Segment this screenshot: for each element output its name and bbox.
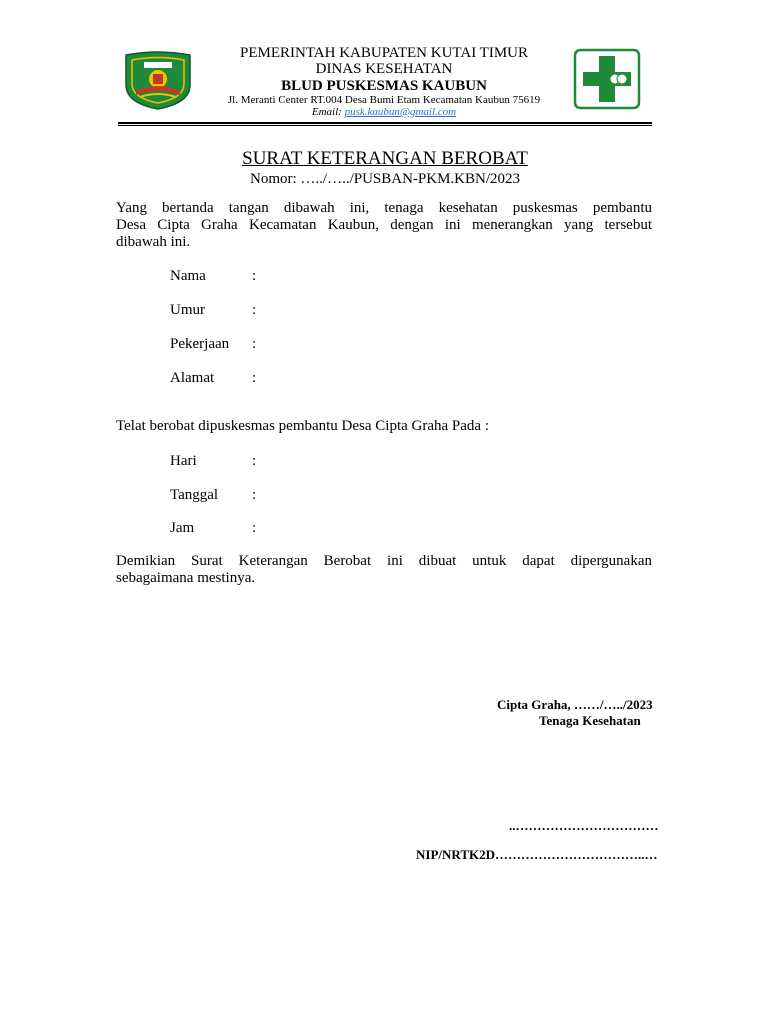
field-colon: :	[252, 268, 257, 284]
field-colon: :	[252, 487, 257, 503]
signature-nip-line: NIP/NRTK2D……………………………..…	[416, 847, 658, 862]
signature-role: Tenaga Kesehatan	[539, 713, 641, 728]
signature-name-line: ..……………………………	[509, 818, 659, 833]
intro-line: Yang bertanda tangan dibawah ini, tenaga kesehatan puskesmas pembantu	[116, 200, 652, 216]
field-colon: :	[252, 370, 257, 386]
header-institution: BLUD PUSKESMAS KAUBUN	[281, 78, 487, 94]
closing-line: sebagaimana mestinya.	[116, 570, 256, 586]
header-department: DINAS KESEHATAN	[315, 61, 453, 77]
email-label: Email:	[311, 106, 345, 118]
puskesmas-cross-logo-icon	[571, 48, 643, 110]
signature-place-date: Cipta Graha, ……/…../2023	[497, 697, 653, 712]
field-colon: :	[252, 453, 257, 469]
document-number: Nomor: …../…../PUSBAN-PKM.KBN/2023	[249, 171, 521, 187]
kabupaten-emblem-icon	[122, 51, 194, 111]
header-divider-thin	[118, 125, 652, 126]
field-label-pekerjaan: Pekerjaan	[170, 336, 230, 352]
intro-paragraph	[116, 200, 652, 251]
field-colon: :	[252, 336, 257, 352]
intro-line: Desa Cipta Graha Kecamatan Kaubun, dengan ini menerangkan yang tersebut	[116, 217, 652, 233]
email-link[interactable]: pusk.kaubun@gmail.com	[344, 106, 457, 118]
field-label-nama: Nama	[170, 268, 206, 284]
field-colon: :	[252, 302, 257, 318]
document-title-text: SURAT KETERANGAN BEROBAT	[242, 148, 528, 169]
field-label-hari: Hari	[170, 453, 197, 469]
intro-line: dibawah ini.	[116, 234, 191, 250]
field-label-jam: Jam	[170, 520, 195, 536]
closing-line: Demikian Surat Keterangan Berobat ini dibuat untuk dapat dipergunakan	[116, 553, 652, 569]
field-colon: :	[252, 520, 257, 536]
header-divider	[118, 122, 652, 124]
header-government: PEMERINTAH KABUPATEN KUTAI TIMUR	[239, 45, 529, 61]
field-label-alamat: Alamat	[170, 370, 215, 386]
document-title	[118, 148, 652, 170]
visit-statement: Telat berobat dipuskesmas pembantu Desa Cipta Graha Pada :	[116, 418, 490, 434]
header-email	[200, 105, 568, 119]
field-label-tanggal: Tanggal	[170, 487, 219, 503]
header-address: Jl. Meranti Center RT.004 Desa Bumi Etam Kecamatan Kaubun 75619	[227, 94, 541, 106]
field-label-umur: Umur	[170, 302, 205, 318]
closing-paragraph	[116, 553, 652, 587]
